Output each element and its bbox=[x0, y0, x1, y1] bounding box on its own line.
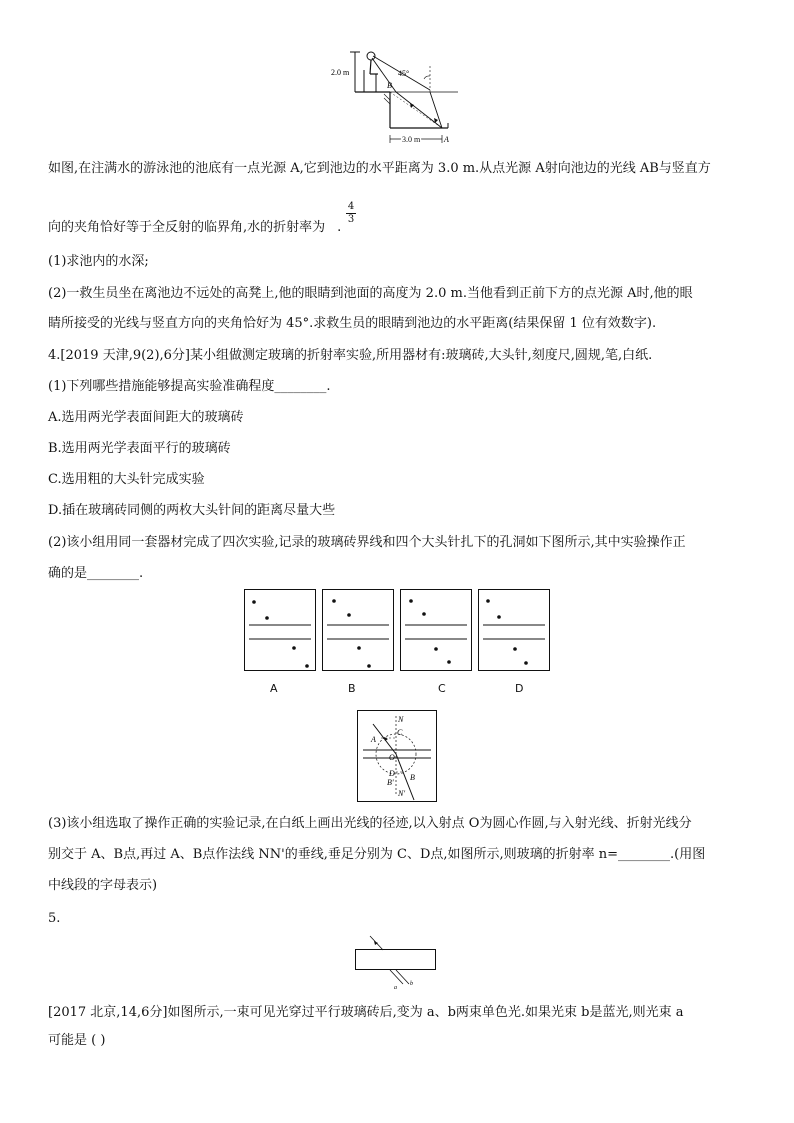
option-c: C.选用粗的大头针完成实验 bbox=[48, 472, 205, 487]
problem3-line2 bbox=[48, 219, 341, 237]
label-c: C bbox=[397, 728, 403, 737]
pool-figure bbox=[330, 46, 465, 146]
label-d: D bbox=[389, 769, 395, 778]
refraction-index-fraction bbox=[346, 202, 356, 225]
panel-c-figure bbox=[400, 589, 472, 671]
label-o: O bbox=[389, 753, 395, 762]
fraction-numerator: 4 bbox=[347, 201, 355, 212]
circle-construction-figure bbox=[357, 710, 437, 802]
point-b-label: B bbox=[387, 81, 392, 90]
problem5-line1: [2017 北京,14,6分]如图所示,一束可见光穿过平行玻璃砖后,变为 a、b两束单色光.如果光束 b是蓝光,则光束 a bbox=[48, 1005, 684, 1020]
label-b: B bbox=[410, 773, 415, 782]
angle-label: 45° bbox=[398, 69, 410, 78]
label-n-prime: N' bbox=[398, 789, 406, 798]
panel-label-d: D bbox=[515, 682, 524, 695]
distance-label: 3.0 m bbox=[402, 135, 421, 144]
problem4-q3-line3: 中线段的字母表示) bbox=[48, 878, 158, 893]
height-label: 2.0 m bbox=[331, 68, 350, 77]
panel-d-figure bbox=[478, 589, 550, 671]
option-b: B.选用两光学表面平行的玻璃砖 bbox=[48, 441, 231, 456]
panel-a-figure bbox=[244, 589, 316, 671]
panel-label-b: B bbox=[348, 682, 356, 695]
panel-label-c: C bbox=[438, 682, 446, 695]
problem3-line1: 如图,在注满水的游泳池的池底有一点光源 A,它到池边的水平距离为 3.0 m.从点光源 A射向池边的光线 AB与竖直方 bbox=[48, 161, 711, 176]
fraction-denominator: 3 bbox=[347, 214, 355, 225]
problem4-q1: (1)下列哪些措施能够提高实验准确程度________. bbox=[48, 379, 331, 394]
panel-b-figure bbox=[322, 589, 394, 671]
point-a-label: A bbox=[444, 135, 449, 144]
label-b-prime: B' bbox=[387, 778, 394, 787]
panel-label-a: A bbox=[270, 682, 278, 695]
beam-b-label: b bbox=[410, 981, 413, 987]
problem4-header: 4.[2019 天津,9(2),6分]某小组做测定玻璃的折射率实验,所用器材有:玻璃砖,大头针,刻度尺,圆规,笔,白纸. bbox=[48, 348, 653, 363]
label-a: A bbox=[371, 735, 376, 744]
problem4-q3-line1: (3)该小组选取了操作正确的实验记录,在白纸上画出光线的径迹,以入射点 O为圆心作圆,与入射光线、折射光线分 bbox=[48, 816, 692, 831]
problem5-number: 5. bbox=[48, 911, 61, 926]
option-a: A.选用两光学表面间距大的玻璃砖 bbox=[48, 410, 244, 425]
beam-a-label: a bbox=[394, 985, 397, 990]
problem3-q2-line2: 睛所接受的光线与竖直方向的夹角恰好为 45°.求救生员的眼睛到池边的水平距离(结果保留 1 位有效数字). bbox=[48, 316, 657, 331]
glass-slab-figure bbox=[352, 932, 440, 990]
problem4-q3-line2: 别交于 A、B点,再过 A、B点作法线 NN'的垂线,垂足分别为 C、D点,如图所示,则玻璃的折射率 n=________.(用图 bbox=[48, 847, 706, 862]
problem4-q2-line1: (2)该小组用同一套器材完成了四次实验,记录的玻璃砖界线和四个大头针扎下的孔洞如下图所示,其中实验操作正 bbox=[48, 535, 686, 550]
option-d: D.插在玻璃砖同侧的两枚大头针间的距离尽量大些 bbox=[48, 503, 336, 518]
problem3-q1: (1)求池内的水深; bbox=[48, 254, 149, 269]
label-n: N bbox=[398, 715, 404, 724]
problem3-line2-text: 向的夹角恰好等于全反射的临界角,水的折射率为 bbox=[48, 220, 326, 235]
problem3-q2-line1: (2)一救生员坐在离池边不远处的高凳上,他的眼睛到池面的高度为 2.0 m.当他看到正前下方的点光源 A时,他的眼 bbox=[48, 286, 693, 301]
problem5-line2: 可能是 ( ) bbox=[48, 1033, 106, 1048]
problem4-q2-line2: 确的是________. bbox=[48, 566, 144, 581]
problem3-line2-end: . bbox=[337, 220, 342, 235]
